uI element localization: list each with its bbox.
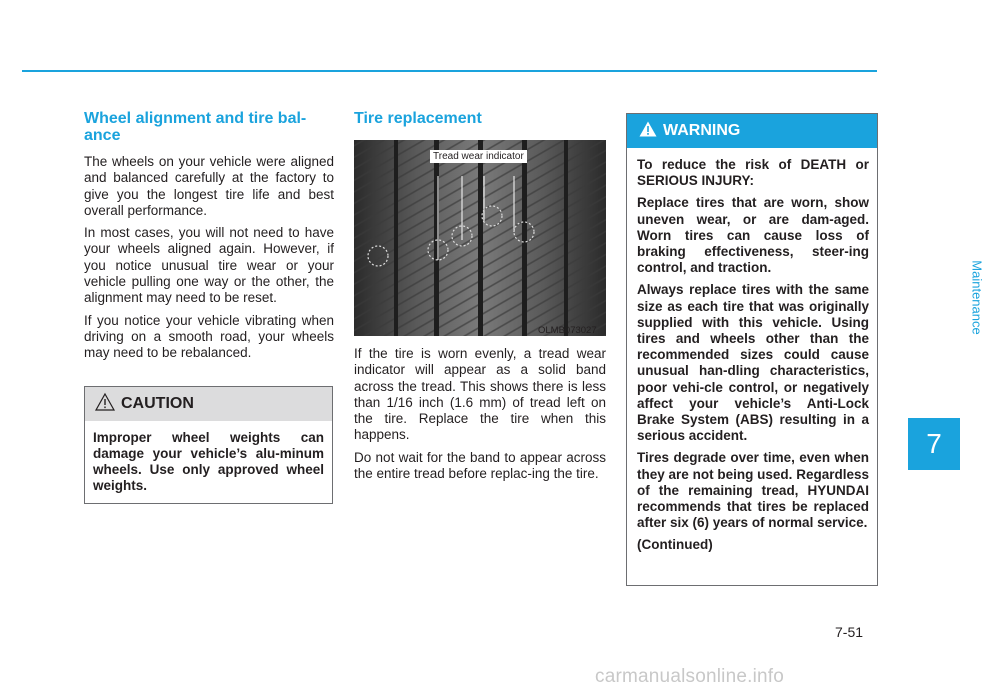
caution-box	[84, 386, 333, 504]
warning-triangle-outline-icon	[95, 393, 115, 416]
middle-column	[354, 110, 606, 137]
section-heading-wheel-alignment: Wheel alignment and tire bal-ance	[84, 110, 307, 144]
warning-paragraph: Always replace tires with the same size as each tire that was originally supplied with this vehicle. Using tires and wheels other than the recommended sizes could cause unusual han-dling characteristics, poor vehi-cle control, or negatively affect your vehicle’s Anti-Lock Brake System (ABS) resulting in a serious accident.	[637, 282, 869, 444]
left-column	[84, 110, 334, 368]
caution-label: CAUTION	[121, 395, 194, 412]
top-divider	[22, 70, 877, 72]
caution-header	[85, 387, 332, 421]
watermark: carmanualsonline.info	[595, 666, 785, 687]
chapter-tab: 7	[908, 418, 960, 470]
warning-label: WARNING	[663, 122, 741, 139]
paragraph: Do not wait for the band to appear across the entire tread before replac-ing the tire.	[354, 449, 606, 482]
paragraph: The wheels on your vehicle were aligned and balanced carefully at the factory to give you the longest tire life and best overall performance.	[84, 154, 334, 218]
warning-header	[627, 114, 877, 148]
warning-paragraph: (Continued)	[637, 537, 713, 553]
caution-text: Improper wheel weights can damage your vehicle’s alu-minum wheels. Use only approved wheel weights.	[93, 430, 324, 493]
section-side-label: Maintenance	[969, 260, 985, 335]
page-number: 7-51	[835, 624, 864, 640]
tire-replacement-text	[354, 346, 606, 488]
tire-tread-image	[354, 140, 606, 336]
image-code: OLMB073027	[538, 325, 597, 336]
paragraph: In most cases, you will not need to have your wheels aligned again. However, if you notice unusual tire wear or your vehicle pulling one way or the other, the alignment may need to be reset.	[84, 225, 334, 306]
warning-paragraph: Replace tires that are worn, show uneven wear, or are dam-aged. Worn tires can cause loss of braking effectiveness, steer-ing control, and traction.	[637, 195, 869, 276]
paragraph: If the tire is worn evenly, a tread wear indicator will appear as a solid band across the tread. This shows there is less than 1/16 inch (1.6 mm) of tread left on the tire. Replace the tire when this happens.	[354, 346, 606, 443]
tread-wear-indicator-callout: Tread wear indicator	[430, 150, 527, 163]
warning-box	[626, 113, 878, 586]
warning-paragraph: To reduce the risk of DEATH or SERIOUS INJURY:	[637, 157, 869, 189]
warning-paragraph: Tires degrade over time, even when they are not being used. Regardless of the remaining tread, HYUNDAI recommends that tires be replaced after six (6) years of normal service.	[637, 450, 869, 531]
section-heading-tire-replacement: Tire replacement	[354, 110, 482, 127]
warning-triangle-icon	[639, 121, 657, 142]
paragraph: If you notice your vehicle vibrating when driving on a smooth road, your wheels may need to be rebalanced.	[84, 312, 334, 361]
warning-body	[627, 148, 877, 554]
